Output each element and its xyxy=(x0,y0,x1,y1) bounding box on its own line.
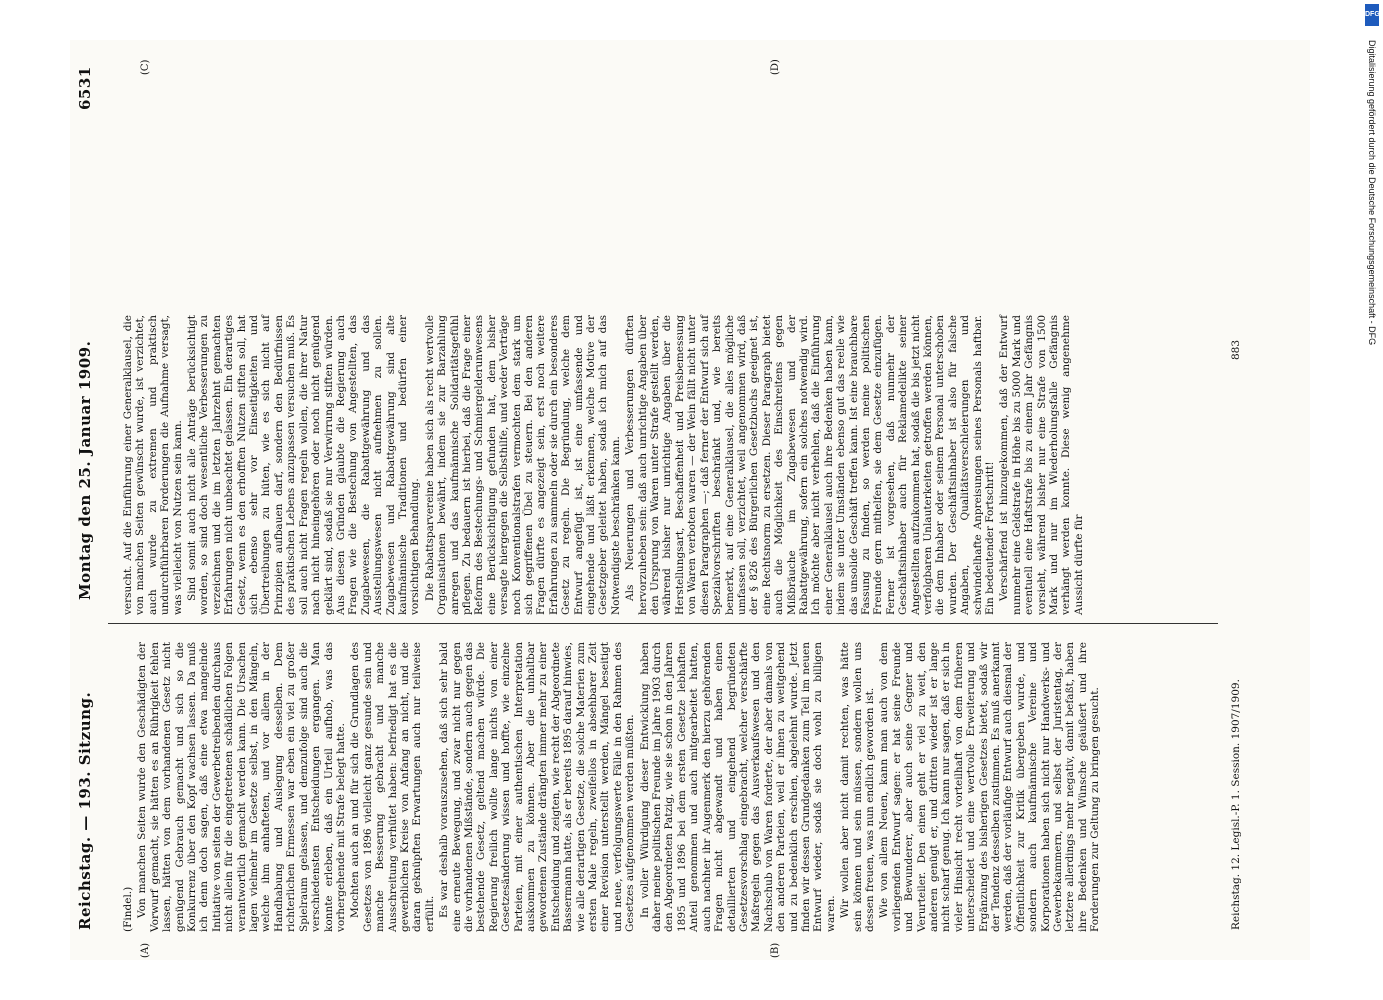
page-number: 6531 xyxy=(76,66,94,110)
paragraph: Mochten auch an und für sich die Grundlagen des Gesetzes von 1896 vielleicht ganz gesunde sein und manche Besserung gebracht und manche Ausschreitung verhütet haben: befriedigt hat es die gewerblichen Kreise von Anfang an nicht, und die daran geknüpften Erwartungen auch nur teilweise erfüllt. xyxy=(349,642,436,932)
paragraph: Verschärfend ist hinzugekommen, daß der Entwurf nunmehr eine Geldstrafe in Höhe bis zu 5000 Mark und eventuell eine Haftstrafe bis zu einem Jahr Gefängnis vorsieht, während bisher nur eine Strafe von 1500 Mark und nur im Wiederholungsfalle Gefängnis verhängt werden konnte. Diese wenig angenehme Aussicht dürfte für xyxy=(998,315,1085,615)
paragraph: In voller Würdigung dieser Entwicklung haben daher meine politischen Freunde im Jahre 1903 durch den Abgeordneten Patzig, wie sie schon in den Jahren 1895 und 1896 bei dem ersten Gesetze lebhaften Anteil genommen und auch mitgearbeitet hatten, auch nachher ihr Augenmerk den hierzu gehörenden Fragen nicht abgewandt und haben einen detaillierten und eingehend begründeten Gesetzesvorschlag eingebracht, welcher verschärfte Maßregeln gegen das Ausverkaufswesen und den Nachschub von Waren forderte, der aber damals von den anderen Parteien, weil er ihnen zu weitgehend und zu bedenklich erschien, abgelehnt wurde. Jetzt finden wir dessen Grundgedanken zum Teil im neuen Entwurf wieder, sodaß sie doch wohl zu billigen waren. xyxy=(638,642,837,932)
paragraph: Wir wollen aber nicht damit rechten, was hätte sein können und sein müssen, sondern wollen uns dessen freuen, was nun endlich geworden ist. xyxy=(839,642,876,932)
credit-text: Digitalisierung gefördert durch die Deutsche Forschungsgemeinschaft - DFG xyxy=(1367,40,1377,346)
paragraph: Die Rabattsparvereine haben sich als recht wertvolle Organisationen bewährt, indem sie zur Barzahlung anregen und das kaufmännische Solidaritätsgefühl pflegen. Zu bedauern ist hierbei, daß die Frage einer Reform des Bestechungs- und Schmiergelderunwesens eine Berücksichtigung gefunden hat, dem bisher versagte hiergegen die Selbsthilfe, und weder Verträge noch Konventionalstrafen vermochten dem stark um sich gegriffenen Übel zu steuern. Bei den anderen Fragen dürfte es angezeigt sein, erst noch weitere Erfahrungen zu sammeln oder sie durch ein besonderes Gesetz zu regeln. Die Begründung, welche dem Entwurf angefügt ist, ist eine umfassende und eingehende und läßt erkennen, welche Motive der Gesetzgeber geleitet haben, sodaß ich mich auf das Notwendigste beschränken kann. xyxy=(423,315,622,615)
margin-mark-b: (B) xyxy=(770,942,781,958)
left-column xyxy=(122,642,1104,932)
margin-mark-d: (D) xyxy=(770,59,781,75)
header-left: Reichstag. — 193. Sitzung. xyxy=(76,691,94,930)
right-column xyxy=(122,315,1087,615)
paragraph: Sind somit auch nicht alle Anträge berücksichtigt worden, so sind doch wesentliche Verbesserungen zu verzeichnen und die im letzten Jahrzehnt gemachten Erfahrungen nicht unbeachtet gelassen. Ein derartiges Gesetz, wenn es den erhofften Nutzen stiften soll, hat sich ebenso sehr vor Einseitigkeiten und Übertreibungen zu hüten, wie es sich nicht auf Prinzipien aufbauen darf, sondern den Bedürfnissen des praktischen Lebens anzupassen versuchen muß. Es soll auch nicht Fragen regeln wollen, die ihrer Natur nach nicht hineingehören oder noch nicht genügend geklärt sind, sodaß sie nur Verwirrung stiften würden. Aus diesen Gründen glaubte die Regierung auch Fragen wie die Bestechung von Angestellten, das Zugabewesen, die Rabattgewährung und das Ausstellungswesen nicht aufnehmen zu sollen. Zugabewesen und Rabattgewährung sind alte kaufmännische Traditionen und bedürfen einer vorsichtigen Behandlung. xyxy=(186,315,422,615)
footer-line: Reichstag. 12. Legisl.-P. 1. Session. 1907/1909. xyxy=(1230,679,1242,930)
paragraph: Wie von allem Neuen, kann man auch von dem vorliegenden Entwurf sagen: er hat seine Freunde und Bewunderer, aber auch seine Gegner und Verurteiler. Den einen geht er viel zu weit, den anderen genügt er, und dritten wieder ist er lange nicht scharf genug. Ich kann nur sagen, daß er sich in vieler Hinsicht recht vorteilhaft von dem früheren unterscheidet und eine wertvolle Erweiterung und Ergänzung des bisherigen Gesetzes bietet, sodaß wir der Tendenz desselben zustimmen. Es muß anerkannt werden, daß der vorläufige Entwurf auch diesmal der Öffentlichkeit zur Kritik übergeben wurde, und sondern auch kaufmännische Vereine und Korporationen haben sich nicht nur Handwerks- und Gewerbekammern, und selbst der Juristentag, der letztere allerdings mehr negativ, damit befaßt, haben ihre Bedenken und Wünsche geäußert und ihre Forderungen zur Geltung zu bringen gesucht. xyxy=(878,642,1102,932)
digitization-credit xyxy=(1365,40,1379,900)
margin-mark-a: (A) xyxy=(140,942,151,958)
header-center: Montag den 25. Januar 1909. xyxy=(76,340,94,600)
paragraph: Als Neuerungen und Verbesserungen dürften hervorzuheben sein: daß auch unrichtige Angaben über den Ursprung von Waren unter Strafe gestellt werden, während bisher nur unrichtige Angaben über die Herstellungsart, Beschaffenheit und Preisbemessung von Waren verboten waren — der Wein fällt nicht unter diesen Paragraphen —; daß ferner der Entwurf sich auf Spezialvorschriften beschränkt und, wie bereits bemerkt, auf eine Generalklausel, die alles mögliche umfassen soll, verzichtet, weil angenommen wird, daß der § 826 des Bürgerlichen Gesetzbuchs geeignet ist, eine Rechtsnorm zu ersetzen. Dieser Paragraph bietet auch die Möglichkeit des Einschreitens gegen Mißbräuche im Zugabewesen und der Rabattgewährung, sofern ein solches notwendig wird. Ich möchte aber nicht verhehlen, daß die Einführung einer Generalklausel auch ihre Bedenken haben kann, indem sie unter Umständen ebenso gut das reelle wie das unsolide Geschäft treffen kann. Ist eine brauchbare Fassung zu finden, so werden meine politischen Freunde gern mithelfen, sie dem Gesetze einzufügen. Ferner ist vorgesehen, daß nunmehr der Geschäftsinhaber auch für Reklamedelikte seiner Angestellten aufzukommen hat, sodaß die bis jetzt nicht verfolgbaren Unlauterkeiten getroffen werden können, die dem Inhaber oder seinem Personal unterschoben wurden. Der Geschäftsinhaber ist also für falsche Angaben, Qualitätsverschleierungen und schwindelhafte Anpreisungen seines Personals haftbar. Ein bedeutender Fortschritt! xyxy=(624,315,997,615)
column-divider xyxy=(108,623,1218,624)
paragraph: versucht. Auf die Einführung einer Generalklausel, die von manchen Seiten gewünscht wurde, ist verzichtet, auch wurde zu extremen und praktisch undurchführbaren Forderungen die Aufnahme versagt, was vielleicht von Nutzen sein kann. xyxy=(122,315,184,615)
dfg-logo: DFG xyxy=(1365,4,1379,26)
scanned-page xyxy=(70,40,1310,960)
margin-mark-c: (C) xyxy=(140,59,151,75)
speaker-label: (Findel.) xyxy=(122,886,134,932)
paragraph: Von manchen Seiten wurde den Geschädigten der Vorwurf gemacht, sie hätten es an Rührigkeit fehlen lassen, hätten von dem vorhandenen Gesetz nicht genügend Gebrauch gemacht und sich so die Konkurrenz über den Kopf wachsen lassen. Da muß ich denn doch sagen, daß eine etwa mangelnde Initiative von seiten der Gewerbetreibenden durchaus nicht allein für die eingetretenen schädlichen Folgen verantwortlich gemacht werden kann. Die Ursachen lagen vielmehr im Gesetze selbst, in den Mängeln, welche ihm anhafteten, und vor allem in der Handhabung und Auslegung desselben. Dem richterlichen Ermessen war eben ein viel zu großer Spielraum gelassen, und demzufolge sind auch die verschiedensten Entscheidungen ergangen. Man konnte erleben, daß ein Urteil aufhob, was das vorhergehende mit Strafe belegt hatte. xyxy=(136,642,347,932)
signature-number: 883 xyxy=(1230,339,1242,360)
paragraph: Es war deshalb vorauszusehen, daß sich sehr bald eine erneute Bewegung, und zwar nicht nur gegen die vorhandenen Mißstände, sondern auch gegen das bestehende Gesetz, geltend machen würde. Die Regierung freilich wollte lange nichts von einer Gesetzesänderung wissen und hoffte, wie einzelne Parteien, mit einer authentischen Interpretation auskommen zu können. Aber die unhaltbar gewordenen Zustände drängten immer mehr zu einer Entscheidung und zeigten, wie recht der Abgeordnete Bassermann hatte, als er bereits 1895 darauf hinwies, wie alle derartigen Gesetze, die solche Materien zum ersten Male regeln, zweifellos in absehbarer Zeit einer Revision unterstellt werden, Mängel beseitigt und neue, verfolgungswerte Fälle in den Rahmen des Gesetzes aufgenommen werden müßten. xyxy=(438,642,637,932)
rotated-page-content xyxy=(70,40,1310,960)
